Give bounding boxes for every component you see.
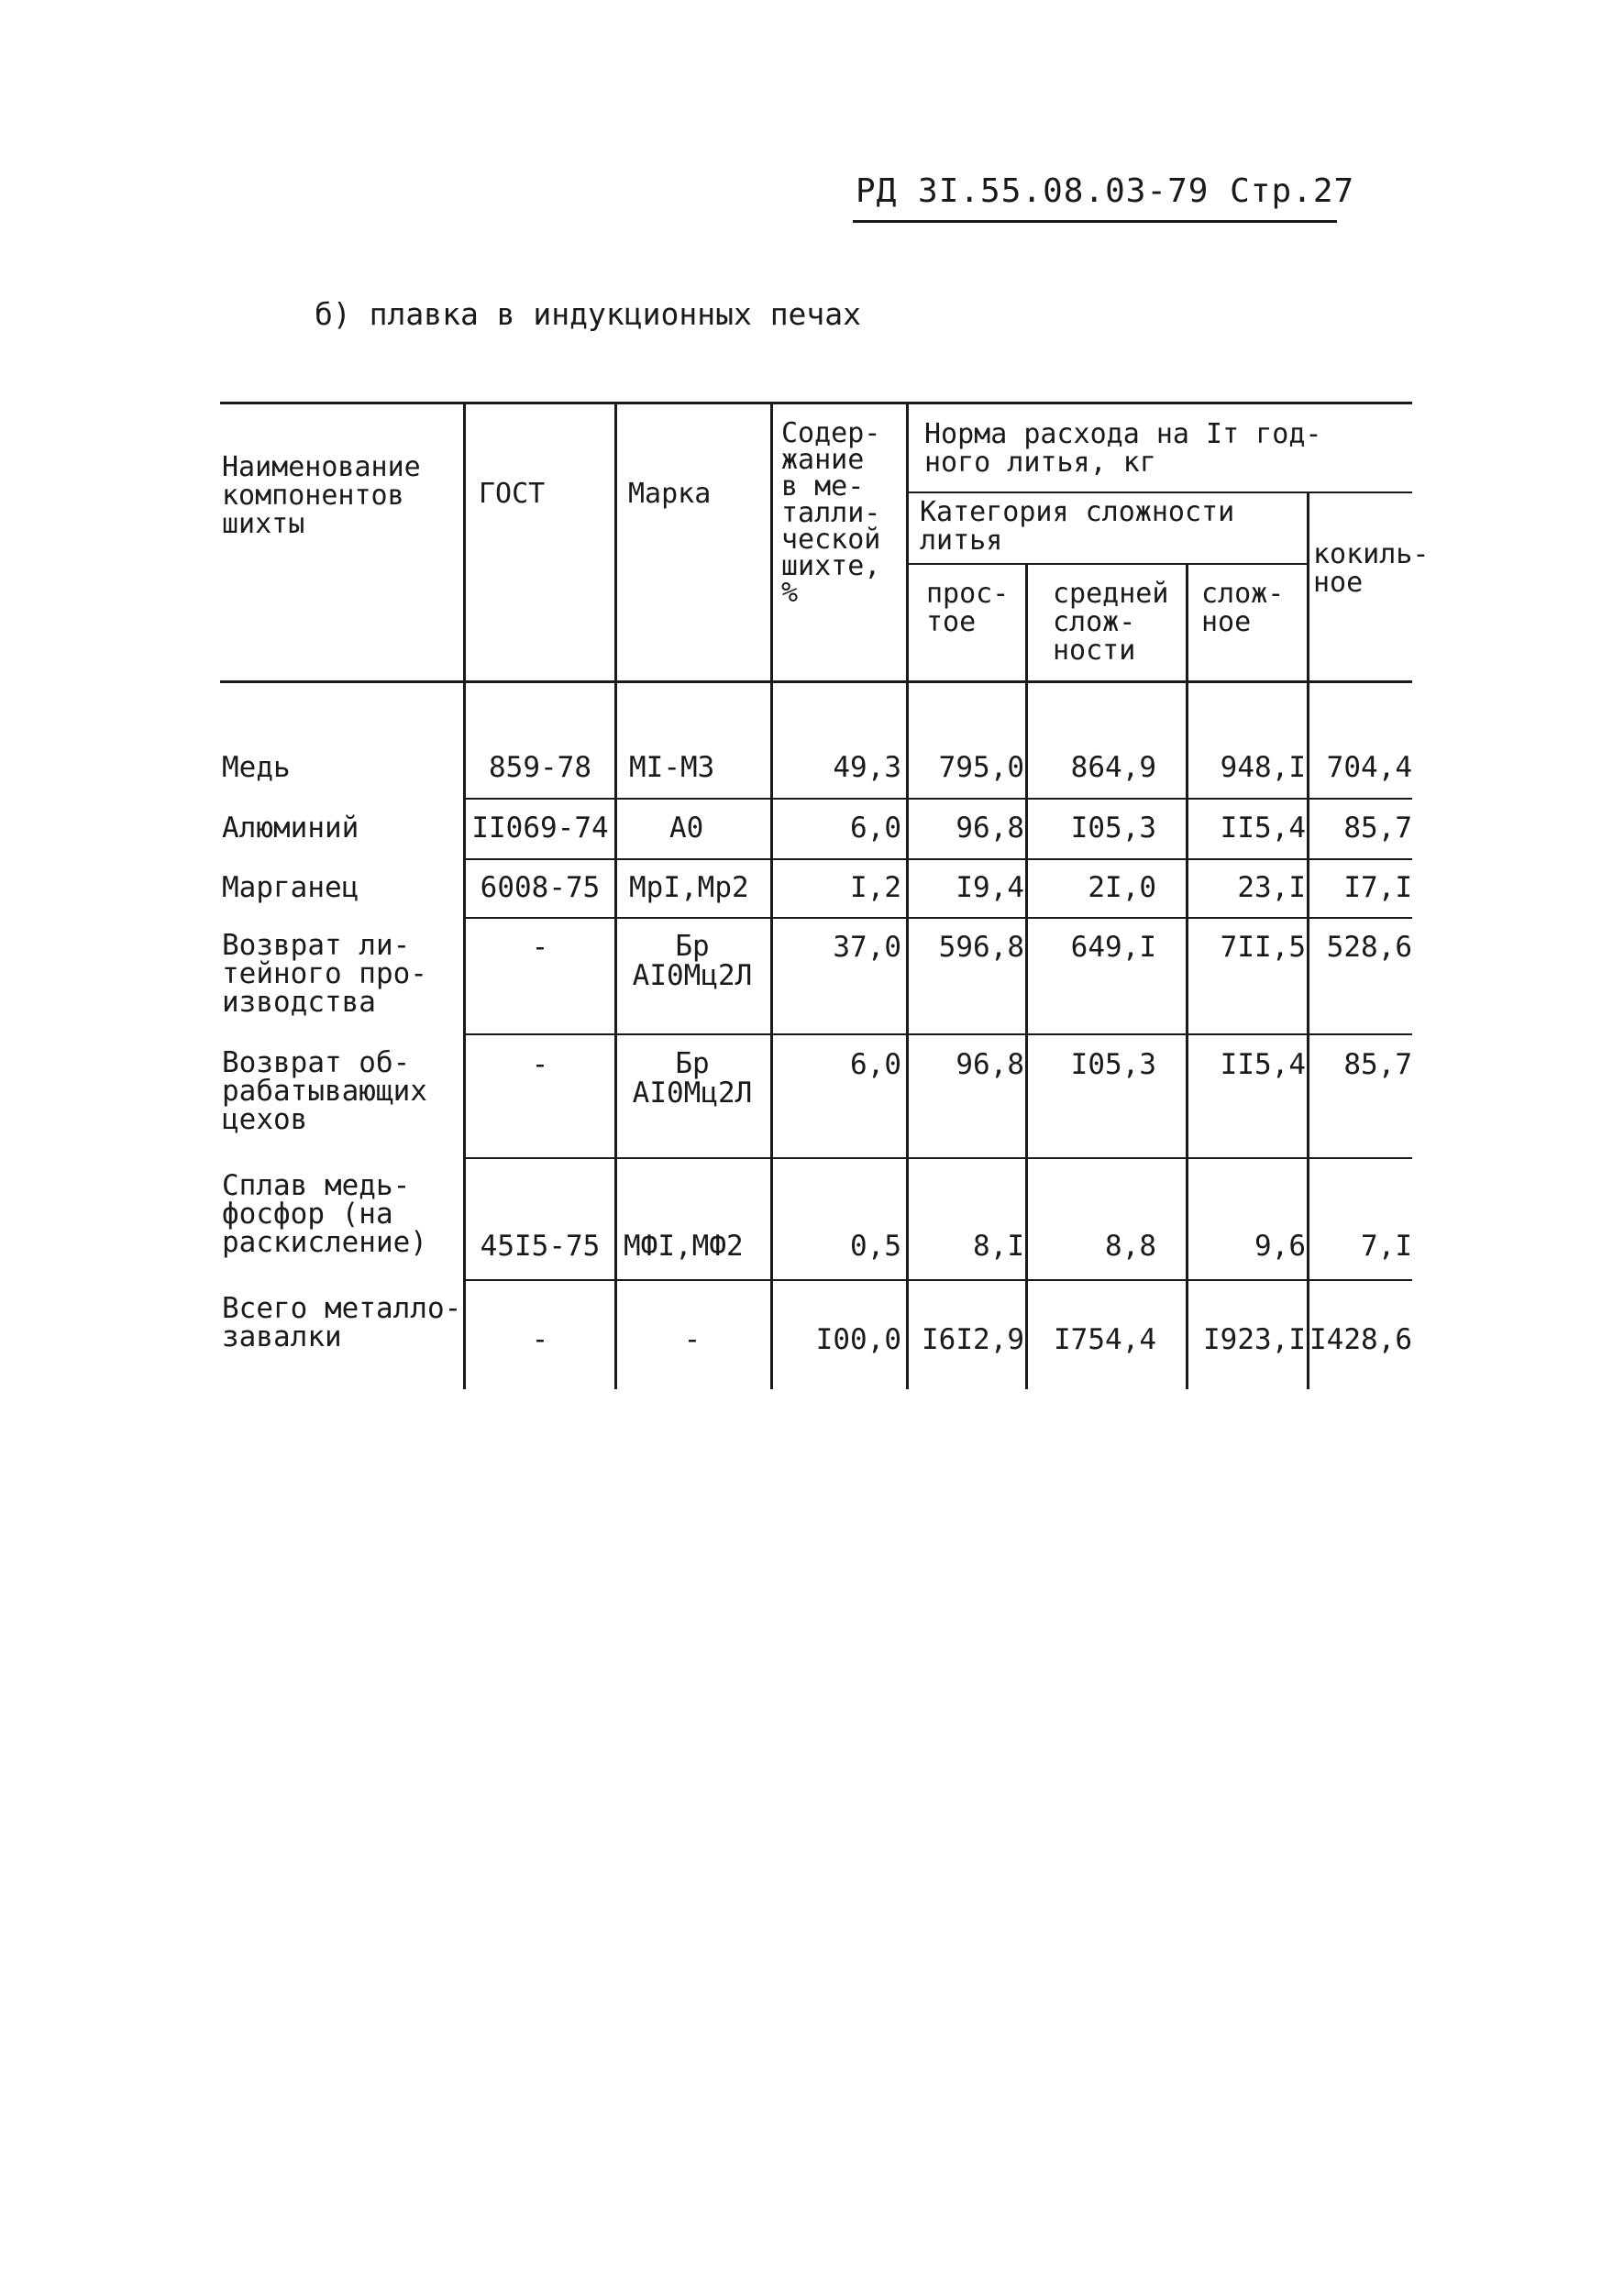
row-slozhnoe: II5,4 (1220, 1048, 1306, 1081)
row-gost: - (531, 1323, 549, 1356)
norm-subheader-rule (908, 491, 1412, 493)
row-kokil: 7,I (1361, 1230, 1412, 1263)
row-prostoe: 8,I (973, 1230, 1024, 1263)
header-prostoe: прос- тое (926, 578, 1010, 638)
row-slozhnoe: II5,4 (1220, 812, 1306, 845)
row-slozhnoe: 7II,5 (1220, 931, 1306, 964)
row-rule (463, 1279, 1412, 1281)
row-slozhnoe: 23,I (1237, 871, 1306, 904)
row-name: Сплав медь- фосфор (на раскисление) (222, 1169, 427, 1259)
column-divider (1025, 565, 1028, 1389)
header-marka: Марка (628, 478, 712, 510)
row-gost: 6008-75 (480, 871, 601, 904)
row-name: Медь (222, 751, 291, 784)
row-kokil: 704,4 (1326, 751, 1412, 784)
row-slozhnoe: 9,6 (1254, 1230, 1306, 1263)
row-name: Всего металло- завалки (222, 1292, 462, 1353)
row-marka: Бр AI0Мц2Л (632, 1047, 753, 1110)
row-kokil: 85,7 (1343, 1048, 1412, 1081)
row-srednei: 8,8 (1105, 1230, 1156, 1263)
row-gost: - (531, 931, 549, 964)
row-prostoe: I9,4 (956, 871, 1024, 904)
row-srednei: I754,4 (1054, 1323, 1156, 1356)
row-srednei: 649,I (1070, 931, 1156, 964)
row-prostoe: 96,8 (956, 1048, 1024, 1081)
row-marka: MI-M3 (629, 751, 715, 784)
column-divider (1186, 565, 1188, 1389)
row-marka: А0 (669, 812, 704, 845)
page-header: РД 3I.55.08.03-79 Стр.27 (856, 172, 1355, 210)
row-name: Марганец (222, 871, 359, 904)
header-kokil: кокиль- ное (1313, 538, 1430, 599)
row-slozhnoe: 948,I (1220, 751, 1306, 784)
row-srednei: 864,9 (1070, 751, 1156, 784)
row-srednei: I05,3 (1070, 812, 1156, 845)
header-norm: Норма расхода на Iт год- ного литья, кг (924, 418, 1322, 479)
row-content: I00,0 (815, 1323, 901, 1356)
row-rule (463, 1157, 1412, 1159)
row-gost: 859-78 (489, 751, 591, 784)
row-slozhnoe: I923,I (1203, 1323, 1306, 1356)
row-gost: II069-74 (471, 812, 609, 845)
row-rule (463, 798, 1412, 800)
header-rule (853, 220, 1337, 223)
row-gost: 45I5-75 (480, 1230, 601, 1263)
row-content: I,2 (850, 871, 901, 904)
row-kokil: 85,7 (1343, 812, 1412, 845)
header-gost: ГОСТ (479, 478, 546, 510)
header-slozhnoe: слож- ное (1201, 578, 1285, 638)
header-content: Содер- жание в ме- талли- ческой шихте, % (781, 417, 881, 609)
row-name: Алюминий (222, 812, 359, 845)
row-name: Возврат ли- тейного про- изводства (222, 929, 427, 1019)
row-srednei: 2I,0 (1088, 871, 1156, 904)
row-rule (463, 858, 1412, 860)
header-srednei: средней слож- ности (1053, 578, 1169, 667)
row-prostoe: 596,8 (938, 931, 1024, 964)
row-prostoe: I6I2,9 (922, 1323, 1024, 1356)
row-kokil: I7,I (1343, 871, 1412, 904)
row-content: 0,5 (850, 1230, 901, 1263)
row-marka: МрI,Мр2 (629, 871, 749, 904)
row-prostoe: 795,0 (938, 751, 1024, 784)
header-name: Наименование компонентов шихты (222, 451, 421, 540)
row-content: 6,0 (850, 1048, 901, 1081)
category-subheader-rule (908, 563, 1309, 565)
row-kokil: 528,6 (1326, 931, 1412, 964)
header-bottom-rule (220, 680, 1412, 683)
row-kokil: I428,6 (1309, 1323, 1412, 1356)
row-name: Возврат об- рабатывающих цехов (222, 1046, 427, 1136)
header-category: Категория сложности литья (920, 496, 1235, 557)
row-marka: - (683, 1323, 702, 1356)
row-prostoe: 96,8 (956, 812, 1024, 845)
table-top-rule (220, 402, 1412, 404)
row-gost: - (531, 1048, 549, 1081)
row-marka: МФI,МФ2 (624, 1230, 744, 1263)
row-rule (463, 1033, 1412, 1035)
row-rule (463, 917, 1412, 919)
row-srednei: I05,3 (1070, 1048, 1156, 1081)
row-content: 6,0 (850, 812, 901, 845)
section-subtitle: б) плавка в индукционных печах (315, 296, 862, 332)
row-content: 37,0 (833, 931, 901, 964)
column-divider (614, 403, 617, 1389)
row-marka: Бр AI0Мц2Л (632, 930, 753, 992)
row-content: 49,3 (833, 751, 901, 784)
